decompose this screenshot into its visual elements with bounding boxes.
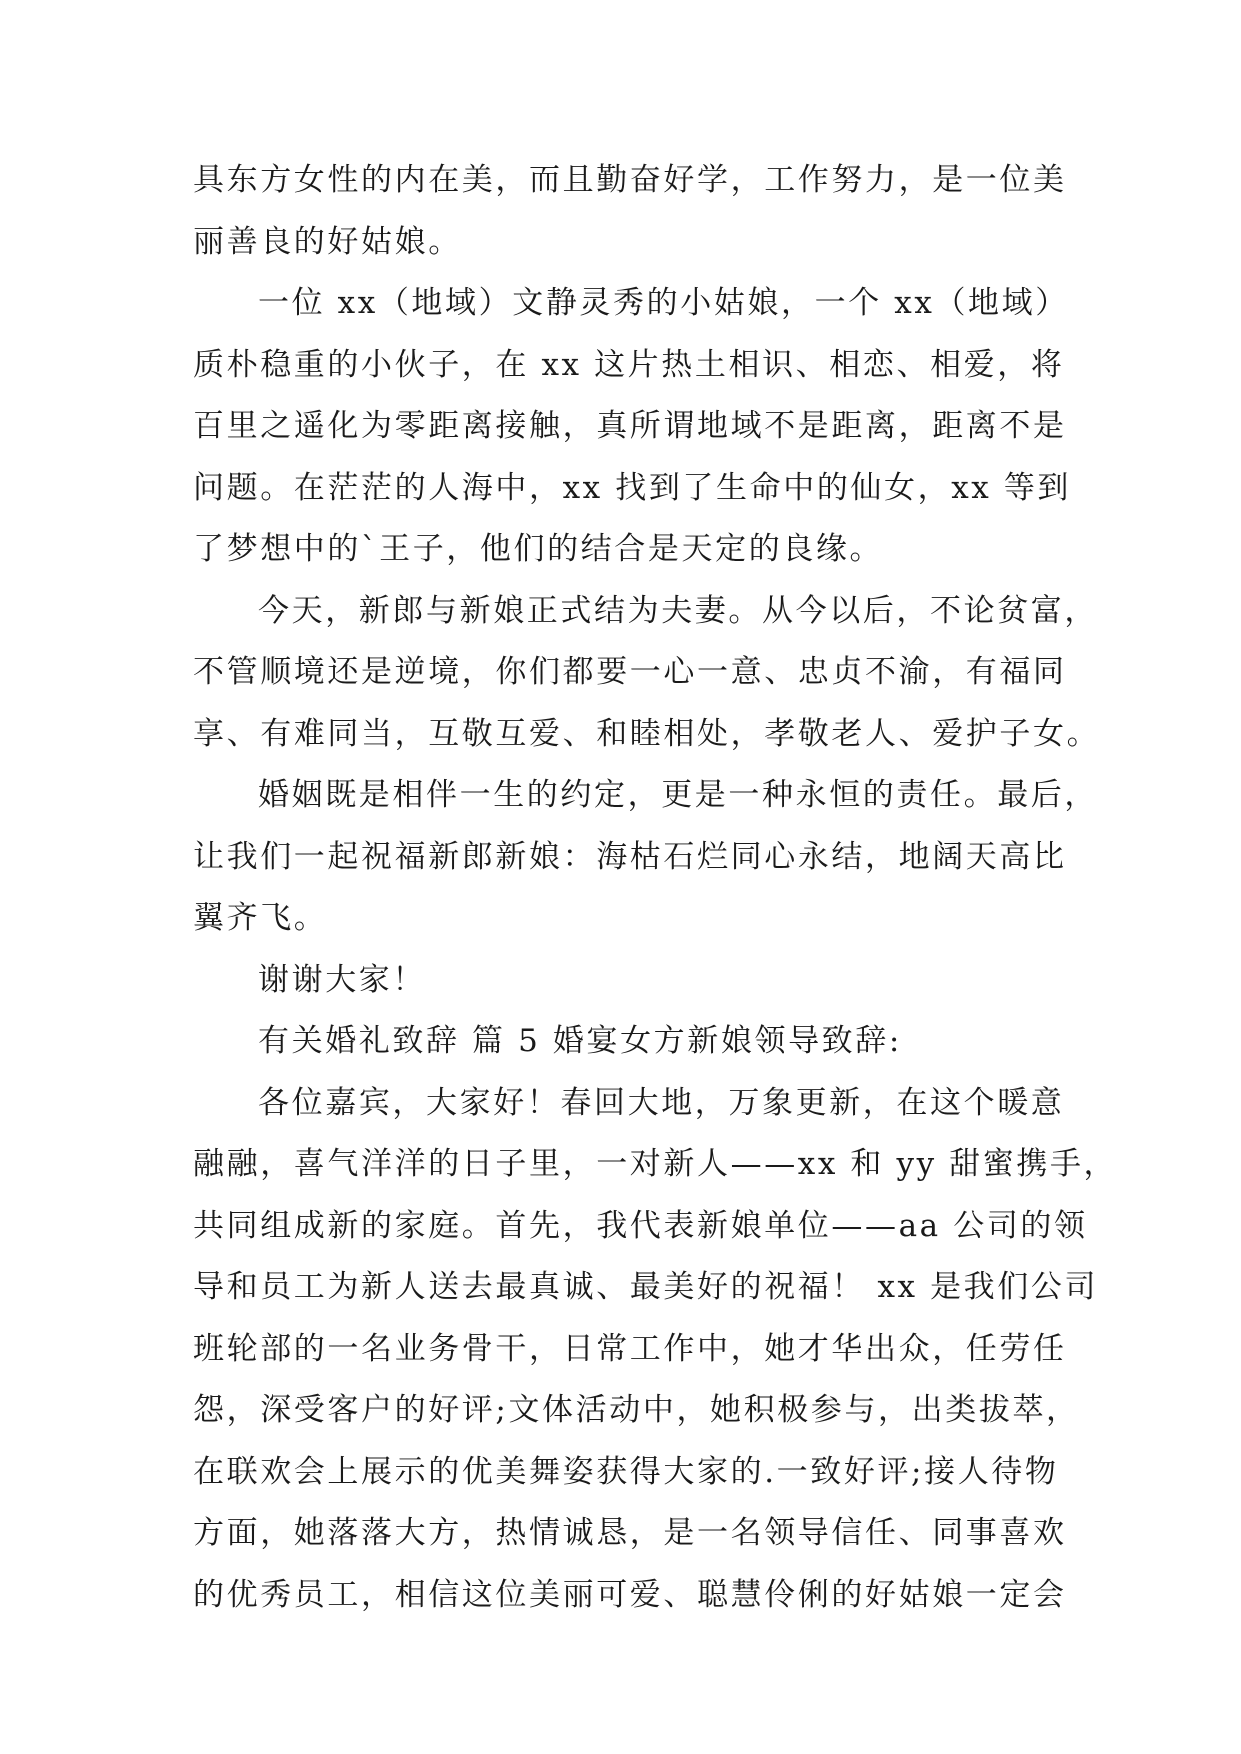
text-line: 问题。在茫茫的人海中，xx 找到了生命中的仙女，xx 等到 <box>193 469 1072 506</box>
text-line: 融融，喜气洋洋的日子里，一对新人——xx 和 yy 甜蜜携手， <box>193 1146 1118 1182</box>
text-line: 谢谢大家！ <box>258 961 426 998</box>
text-line: 怨，深受客户的好评;文体活动中，她积极参与，出类拔萃， <box>193 1392 1080 1428</box>
body-text <box>193 150 1118 1626</box>
text-line: 今天，新郎与新娘正式结为夫妻。从今以后，不论贫富， <box>258 592 1098 629</box>
text-line: 导和员工为新人送去最真诚、最美好的祝福！ xx 是我们公司 <box>193 1269 1099 1305</box>
text-line: 的优秀员工，相信这位美丽可爱、聪慧伶俐的好姑娘一定会 <box>193 1576 1067 1613</box>
text-line: 各位嘉宾，大家好！春回大地，万象更新，在这个暖意 <box>258 1084 1065 1121</box>
text-line: 翼齐飞。 <box>193 900 328 936</box>
text-line: 具东方女性的内在美，而且勤奋好学，工作努力，是一位美 <box>193 162 1067 198</box>
text-line: 共同组成新的家庭。首先，我代表新娘单位——aa 公司的领 <box>193 1207 1088 1244</box>
text-line: 在联欢会上展示的优美舞姿获得大家的.一致好评;接人待物 <box>193 1453 1059 1490</box>
text-line: 方面，她落落大方，热情诚恳，是一名领导信任、同事喜欢 <box>193 1515 1067 1551</box>
text-line: 享、有难同当，互敬互爱、和睦相处，孝敬老人、爱护子女。 <box>193 715 1101 752</box>
text-line: 了梦想中的`王子，他们的结合是天定的良缘。 <box>193 531 884 567</box>
text-line: 班轮部的一名业务骨干，日常工作中，她才华出众，任劳任 <box>193 1330 1067 1367</box>
text-line: 有关婚礼致辞 篇 5 婚宴女方新娘领导致辞: <box>258 1023 902 1059</box>
text-line: 让我们一起祝福新郎新娘：海枯石烂同心永结，地阔天高比 <box>193 838 1067 875</box>
text-line: 百里之遥化为零距离接触，真所谓地域不是距离，距离不是 <box>193 408 1067 444</box>
text-line: 一位 xx（地域）文静灵秀的小姑娘，一个 xx（地域） <box>258 285 1069 321</box>
text-line: 不管顺境还是逆境，你们都要一心一意、忠贞不渝，有福同 <box>193 654 1067 690</box>
text-line: 丽善良的好姑娘。 <box>193 223 462 260</box>
text-line: 婚姻既是相伴一生的约定，更是一种永恒的责任。最后， <box>258 777 1098 813</box>
text-line: 质朴稳重的小伙子，在 xx 这片热土相识、相恋、相爱，将 <box>193 346 1065 383</box>
